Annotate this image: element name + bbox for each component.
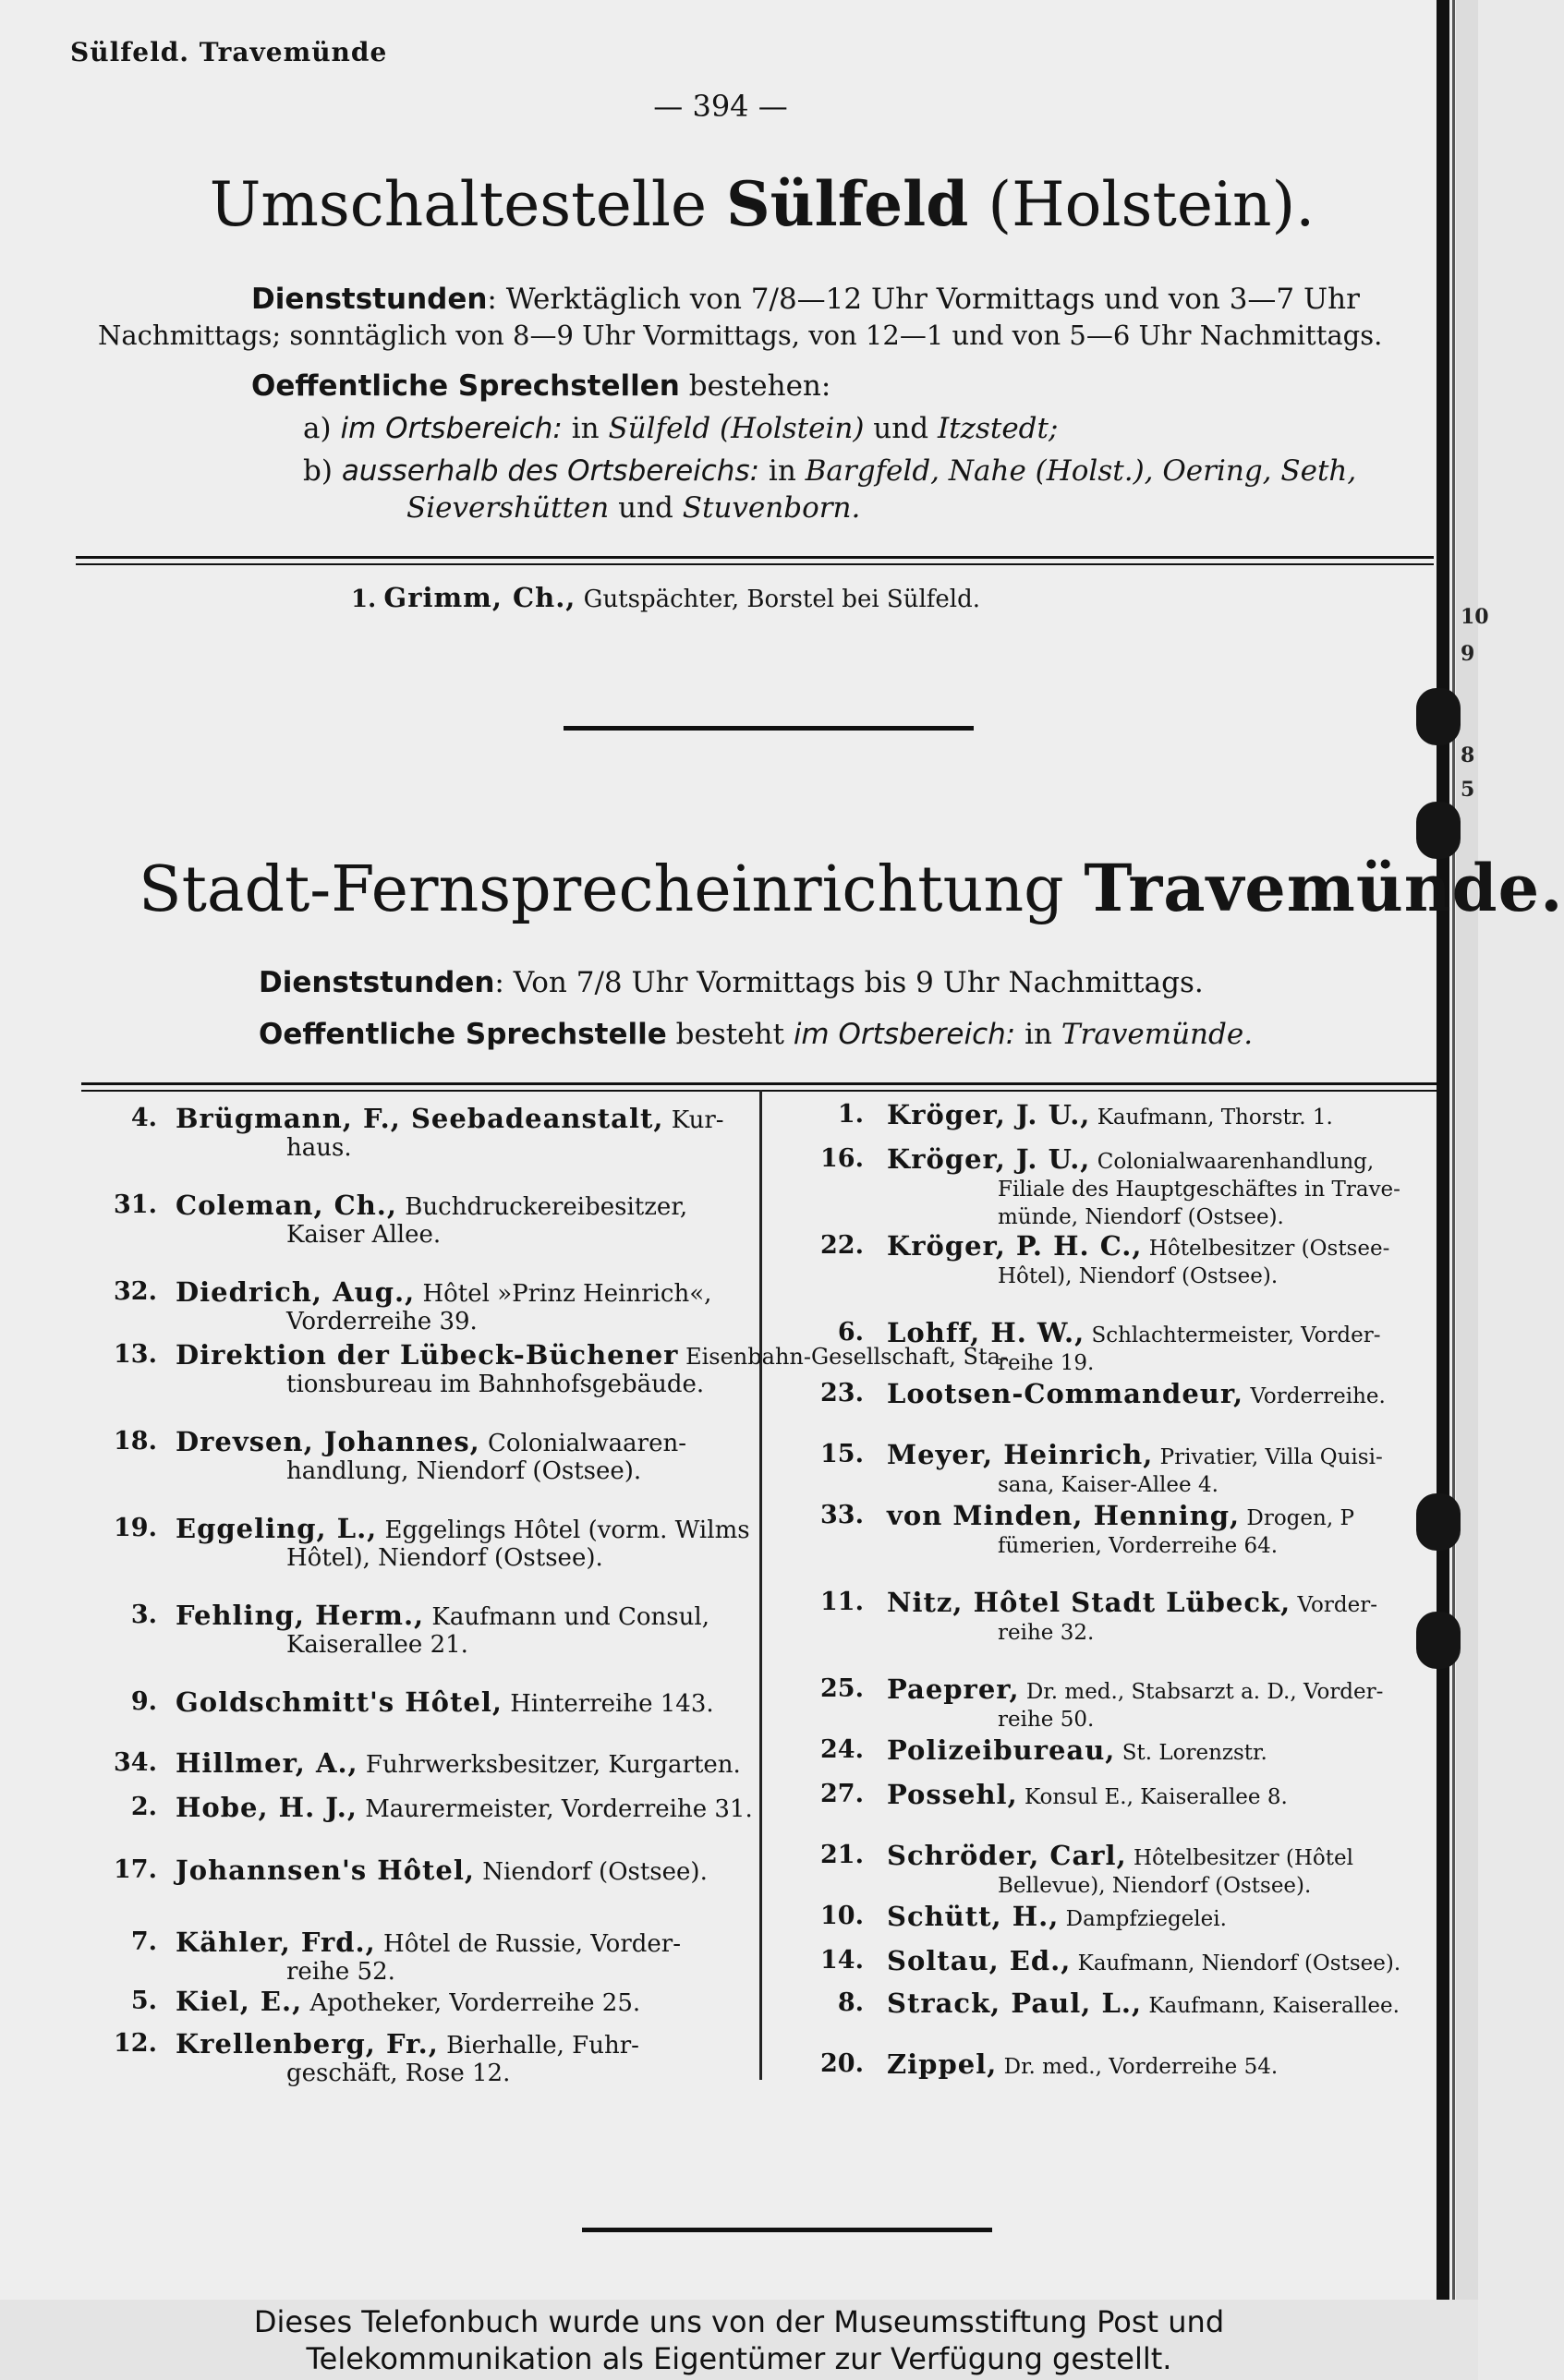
- entry-text: Gutspächter, Borstel bei Sülfeld.: [583, 586, 981, 613]
- entry-number: 3.: [130, 1601, 157, 1629]
- footer-line-2: Telekommunikation als Eigentümer zur Verfügung gestellt.: [306, 2341, 1172, 2376]
- entry-name: Meyer, Heinrich,: [887, 1439, 1154, 1470]
- b-places-2a: Sievershütten: [406, 491, 610, 525]
- entry-name: Kähler, Frd.,: [176, 1927, 376, 1958]
- public-place: Travemünde.: [1061, 1018, 1254, 1051]
- entry-detail: Fuhrwerksbesitzer, Kurgarten.: [365, 1751, 741, 1779]
- entry-continuation: tionsbureau im Bahnhofsgebäude.: [286, 1371, 705, 1398]
- entry-number: 16.: [820, 1144, 864, 1173]
- entry-detail: Kaufmann und Consul,: [431, 1603, 709, 1631]
- entry-number: 31.: [114, 1190, 157, 1219]
- entry-detail: Buchdruckereibesitzer,: [405, 1193, 688, 1221]
- entry-name: Grimm, Ch.,: [383, 582, 576, 613]
- running-header: Sülfeld. Travemünde: [70, 37, 388, 67]
- title-name: Travemünde.: [1084, 850, 1564, 926]
- entry-continuation: Hôtel), Niendorf (Ostsee).: [286, 1544, 603, 1572]
- entry-number: 17.: [114, 1855, 157, 1884]
- public-label: Oeffentliche Sprechstellen: [251, 369, 680, 403]
- entry-detail: Hôtelbesitzer (Hôtel: [1133, 1846, 1353, 1870]
- entry-number: 13.: [114, 1340, 157, 1369]
- a-places: Sülfeld (Holstein): [608, 412, 865, 445]
- entry-continuation: geschäft, Rose 12.: [286, 2060, 511, 2087]
- entry-continuation: handlung, Niendorf (Ostsee).: [286, 1457, 642, 1485]
- entry-name: Strack, Paul, L.,: [887, 1987, 1143, 2019]
- edge-digit: 10: [1461, 605, 1489, 629]
- b-italic: ausserhalb des Ortsbereichs:: [341, 454, 760, 488]
- entry-continuation: reihe 52.: [286, 1958, 395, 1986]
- b-and: und: [618, 491, 673, 525]
- a-italic: im Ortsbereich:: [340, 412, 563, 445]
- entry-name: von Minden, Henning,: [887, 1500, 1241, 1531]
- entry-continuation: reihe 19.: [998, 1351, 1095, 1375]
- entry-continuation: sana, Kaiser-Allee 4.: [998, 1473, 1218, 1497]
- entry-detail: Maurermeister, Vorderreihe 31.: [365, 1795, 753, 1823]
- public-line: [251, 369, 830, 403]
- entry-number: 15.: [820, 1440, 864, 1468]
- line-b2: [406, 491, 860, 525]
- entry-continuation: reihe 32.: [998, 1621, 1095, 1645]
- entry-number: 19.: [114, 1514, 157, 1542]
- hours-line: [259, 966, 1204, 999]
- entry-number: 32.: [114, 1277, 157, 1306]
- entry-name: Schröder, Carl,: [887, 1840, 1127, 1871]
- double-rule-bottom: [76, 563, 1434, 565]
- entry-detail: Kaufmann, Niendorf (Ostsee).: [1077, 1951, 1401, 1975]
- entry-detail: Kaufmann, Kaiserallee.: [1148, 1994, 1400, 2018]
- entry-name: Possehl,: [887, 1779, 1018, 1810]
- a-place2: Itzstedt;: [937, 412, 1059, 445]
- entry-detail: St. Lorenzstr.: [1121, 1741, 1267, 1765]
- section1-title: [0, 168, 1524, 240]
- entry-number: 9.: [130, 1687, 157, 1716]
- entry-name: Kröger, P. H. C.,: [887, 1230, 1143, 1262]
- list-item: [351, 584, 980, 613]
- entry-name: Hillmer, A.,: [176, 1747, 358, 1779]
- entry-detail: Apotheker, Vorderreihe 25.: [309, 1989, 641, 2017]
- page-number: — 394 —: [653, 89, 788, 124]
- hours-text: : Werktäglich von 7/8—12 Uhr Vormittags und von 3—7 Uhr: [487, 283, 1360, 316]
- entry-number: 24.: [820, 1735, 864, 1764]
- entry-number: 34.: [114, 1748, 157, 1777]
- entry-number: 2.: [130, 1793, 157, 1821]
- entry-detail: Vorder-: [1297, 1593, 1377, 1617]
- double-rule-top: [76, 556, 1434, 559]
- entry-name: Eggeling, L.,: [176, 1513, 378, 1544]
- entry-number: 5.: [130, 1987, 157, 2015]
- entry-detail: Hôtel »Prinz Heinrich«,: [422, 1280, 712, 1308]
- entry-detail: Colonialwaaren-: [488, 1430, 687, 1457]
- edge-digit: 5: [1461, 778, 1475, 802]
- entry-name: Soltau, Ed.,: [887, 1945, 1072, 1976]
- title-pre: Stadt-Fernsprecheinrichtung: [139, 853, 1064, 926]
- entry-continuation: Hôtel), Niendorf (Ostsee).: [998, 1264, 1279, 1288]
- hours-line-1: [251, 283, 1360, 316]
- entry-number: 1.: [837, 1100, 864, 1129]
- entry-number: 25.: [820, 1674, 864, 1703]
- hours-text: : Von 7/8 Uhr Vormittags bis 9 Uhr Nachmittags.: [494, 966, 1204, 999]
- next-page-edge: [1456, 0, 1478, 2300]
- public-italic: im Ortsbereich:: [793, 1018, 1016, 1051]
- a-and: und: [873, 412, 929, 445]
- entry-number: 18.: [114, 1427, 157, 1456]
- entry-detail: Hôtelbesitzer (Ostsee-: [1148, 1237, 1390, 1261]
- entry-detail: Eisenbahn-Gesellschaft, Sta-: [685, 1344, 1009, 1370]
- edge-digit: 8: [1461, 743, 1475, 767]
- hours-line-2: Nachmittags; sonntäglich von 8—9 Uhr Vormittags, von 12—1 und von 5—6 Uhr Nachmittags.: [98, 320, 1383, 351]
- entry-detail: Colonialwaarenhandlung,: [1097, 1150, 1375, 1174]
- entry-number: 23.: [820, 1379, 864, 1407]
- entry-name: Schütt, H.,: [887, 1901, 1060, 1932]
- binding-clip: [1416, 688, 1461, 745]
- entry-number: 33.: [820, 1501, 864, 1529]
- entry-number: 11.: [820, 1588, 864, 1616]
- entry-number: 6.: [837, 1318, 864, 1347]
- entry-name: Kiel, E.,: [176, 1986, 303, 2017]
- entry-name: Polizeibureau,: [887, 1734, 1116, 1766]
- entry-continuation: haus.: [286, 1134, 352, 1162]
- entry-number: 12.: [114, 2029, 157, 2058]
- book-spine-line: [1452, 0, 1455, 2300]
- entry-detail: Privatier, Villa Quisi-: [1159, 1445, 1383, 1469]
- entry-detail: Vorderreihe.: [1250, 1384, 1386, 1408]
- public-line: [259, 1018, 1253, 1051]
- entry-detail: Drogen, P: [1246, 1506, 1354, 1530]
- public-text: besteht: [675, 1018, 784, 1051]
- public-text: bestehen:: [688, 369, 831, 403]
- entry-name: Lootsen-Commandeur,: [887, 1378, 1244, 1409]
- entry-name: Hobe, H. J.,: [176, 1792, 358, 1823]
- entry-name: Krellenberg, Fr.,: [176, 2028, 439, 2060]
- public-label: Oeffentliche Sprechstelle: [259, 1018, 667, 1051]
- footer-line-1: Dieses Telefonbuch wurde uns von der Museumsstiftung Post und: [253, 2304, 1225, 2339]
- title-pre: Umschaltestelle: [209, 169, 708, 240]
- entry-continuation: Kaiserallee 21.: [286, 1631, 468, 1659]
- entry-number: 7.: [130, 1927, 157, 1956]
- entry-number: 1.: [351, 586, 377, 613]
- entry-continuation: reihe 50.: [998, 1708, 1095, 1732]
- entry-number: 4.: [130, 1104, 157, 1132]
- entry-number: 10.: [820, 1902, 864, 1930]
- b-prefix: b): [303, 454, 333, 488]
- hours-label: Dienststunden: [251, 283, 488, 316]
- hours-label: Dienststunden: [259, 966, 495, 999]
- entry-name: Goldschmitt's Hôtel,: [176, 1686, 503, 1718]
- entry-detail: Niendorf (Ostsee).: [482, 1858, 708, 1886]
- page-end-separator: [582, 2228, 992, 2232]
- entry-continuation: fümerien, Vorderreihe 64.: [998, 1534, 1279, 1558]
- entry-number: 22.: [820, 1231, 864, 1260]
- entry-detail: Konsul E., Kaiserallee 8.: [1024, 1785, 1288, 1809]
- entry-name: Fehling, Herm.,: [176, 1600, 425, 1631]
- double-rule-top: [81, 1082, 1441, 1085]
- b-text: in: [768, 454, 796, 488]
- entry-detail: Eggelings Hôtel (vorm. Wilms: [384, 1516, 750, 1544]
- section-separator: [564, 726, 974, 731]
- entry-name: Lohff, H. W.,: [887, 1317, 1085, 1348]
- entry-number: 8.: [837, 1988, 864, 2017]
- section2-title: [139, 850, 1564, 926]
- entry-detail: Hinterreihe 143.: [510, 1690, 714, 1718]
- title-post: (Holstein).: [988, 169, 1315, 240]
- entry-continuation: münde, Niendorf (Ostsee).: [998, 1205, 1284, 1229]
- title-name: Sülfeld: [726, 168, 969, 240]
- entry-detail: Schlachtermeister, Vorder-: [1091, 1323, 1381, 1347]
- entry-continuation: Vorderreihe 39.: [286, 1308, 478, 1335]
- entry-name: Kröger, J. U.,: [887, 1143, 1091, 1175]
- entry-detail: Kur-: [671, 1106, 724, 1134]
- line-b: [303, 454, 1356, 488]
- entry-name: Paeprer,: [887, 1673, 1020, 1705]
- b-places: Bargfeld, Nahe (Holst.), Oering, Seth,: [805, 454, 1357, 488]
- entry-name: Johannsen's Hôtel,: [176, 1854, 475, 1886]
- entry-detail: Bierhalle, Fuhr-: [446, 2032, 639, 2060]
- entry-name: Diedrich, Aug.,: [176, 1276, 416, 1308]
- entry-name: Coleman, Ch.,: [176, 1190, 398, 1221]
- entry-detail: Dampfziegelei.: [1065, 1907, 1227, 1931]
- entry-name: Brügmann, F., Seebadeanstalt,: [176, 1103, 664, 1134]
- b-places-2b: Stuvenborn.: [682, 491, 861, 525]
- entry-number: 14.: [820, 1946, 864, 1975]
- entry-continuation: Bellevue), Niendorf (Ostsee).: [998, 1874, 1312, 1898]
- edge-digit: 9: [1461, 642, 1475, 666]
- entry-number: 20.: [820, 2049, 864, 2078]
- entry-name: Zippel,: [887, 2048, 998, 2080]
- entry-name: Direktion der Lübeck-Büchener: [176, 1339, 679, 1371]
- entry-number: 27.: [820, 1780, 864, 1808]
- entry-detail: Dr. med., Stabsarzt a. D., Vorder-: [1025, 1680, 1384, 1704]
- entry-continuation: Kaiser Allee.: [286, 1221, 442, 1249]
- entry-detail: Kaufmann, Thorstr. 1.: [1097, 1105, 1333, 1130]
- entry-name: Nitz, Hôtel Stadt Lübeck,: [887, 1587, 1291, 1618]
- entry-name: Drevsen, Johannes,: [176, 1426, 480, 1457]
- entry-number: 21.: [820, 1841, 864, 1869]
- entry-name: Kröger, J. U.,: [887, 1099, 1091, 1130]
- footer-notice: [0, 2300, 1478, 2380]
- entry-detail: Dr. med., Vorderreihe 54.: [1003, 2055, 1279, 2079]
- a-prefix: a): [303, 412, 332, 445]
- line-a: [303, 412, 1058, 445]
- public-in: in: [1024, 1018, 1052, 1051]
- entry-detail: Hôtel de Russie, Vorder-: [383, 1930, 682, 1958]
- entry-continuation: Filiale des Hauptgeschäftes in Trave-: [998, 1178, 1400, 1202]
- a-text: in: [571, 412, 600, 445]
